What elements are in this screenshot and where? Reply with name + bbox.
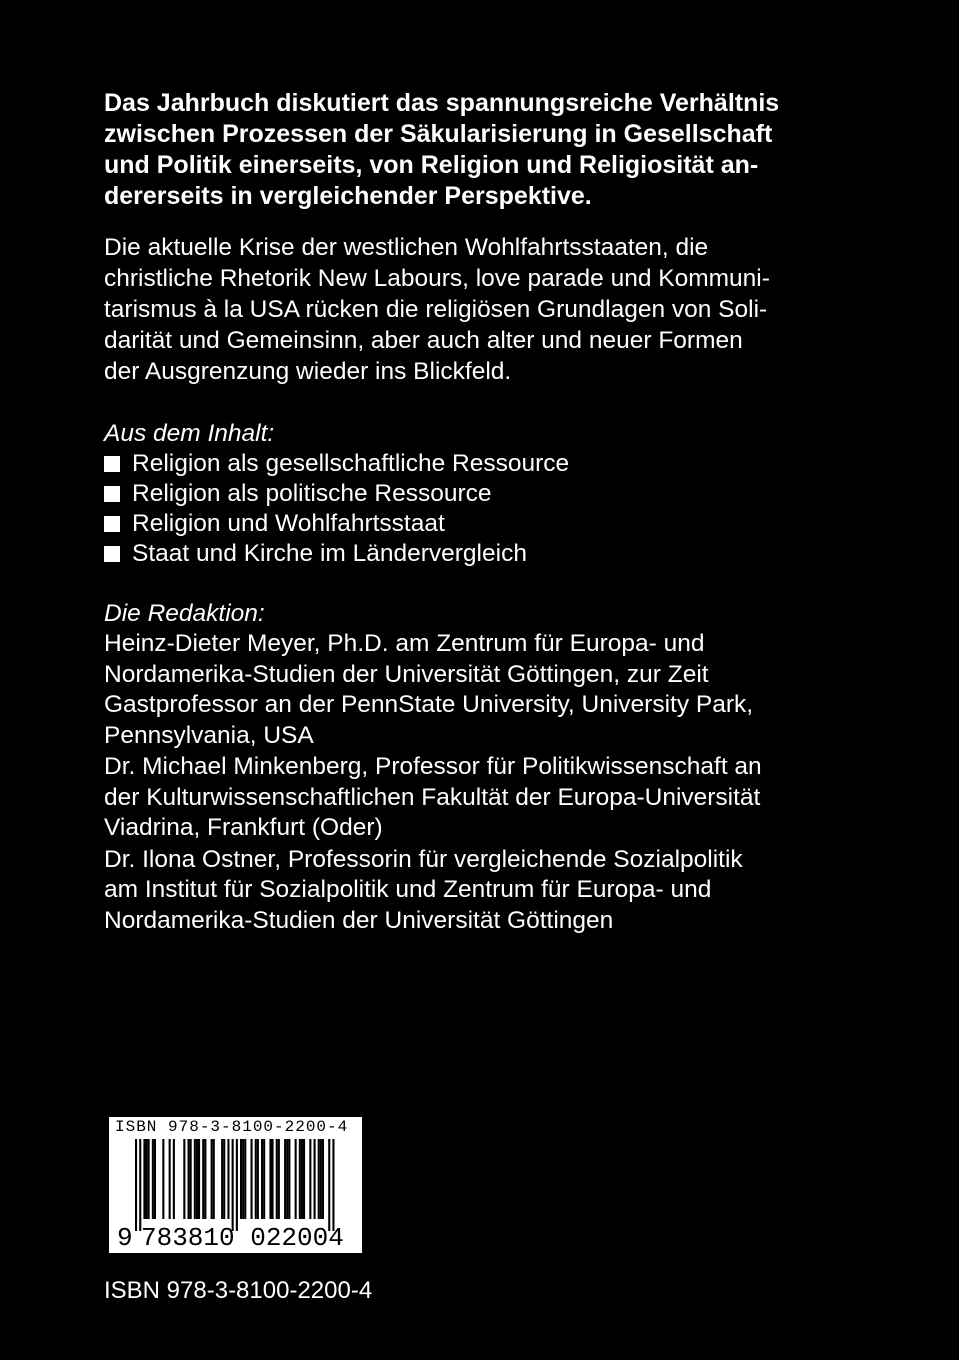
barcode-bar	[196, 1139, 198, 1219]
editor-line: Gastprofessor an der PennState University, University Park,	[104, 691, 754, 718]
barcode-guard-bar	[328, 1139, 330, 1231]
isbn-footer: ISBN 978-3-8100-2200-4	[104, 1277, 373, 1304]
isbn-barcode	[109, 1117, 362, 1253]
barcode-bar	[269, 1139, 271, 1219]
barcode-bars	[115, 1139, 356, 1231]
list-item-label: Religion als gesellschaftliche Ressource	[132, 450, 570, 477]
barcode-bar	[314, 1139, 316, 1219]
body-line: darität und Gemeinsinn, aber auch alter und neuer Formen	[104, 327, 743, 354]
barcode-bar	[213, 1139, 215, 1219]
editor-entry	[104, 752, 874, 844]
barcode-bar	[198, 1139, 200, 1219]
barcode-bar	[295, 1139, 297, 1219]
barcode-bar	[211, 1139, 213, 1219]
list-item	[104, 509, 874, 539]
barcode-bar	[240, 1139, 242, 1219]
editor-entry	[104, 629, 874, 751]
barcode-bar	[146, 1139, 148, 1219]
barcode-guard-bar	[232, 1139, 234, 1231]
intro-paragraph	[104, 88, 874, 212]
barcode-bar	[169, 1139, 171, 1219]
barcode-bar	[194, 1139, 196, 1219]
barcode-bar	[299, 1139, 301, 1219]
body-line: tarismus à la USA rücken die religiösen Grundlagen von Soli-	[104, 296, 768, 323]
barcode-bar	[255, 1139, 257, 1219]
barcode-bar	[303, 1139, 305, 1219]
square-bullet-icon	[104, 546, 120, 562]
square-bullet-icon	[104, 456, 120, 472]
body-line: der Ausgrenzung wieder ins Blickfeld.	[104, 358, 512, 385]
barcode-bar	[183, 1139, 185, 1219]
intro-line: zwischen Prozessen der Säkularisierung in Gesellschaft	[104, 120, 773, 148]
barcode-bar	[322, 1139, 324, 1219]
barcode-bar	[288, 1139, 290, 1219]
barcode-bar	[309, 1139, 311, 1219]
intro-line: Das Jahrbuch diskutiert das spannungsreiche Verhältnis	[104, 89, 780, 117]
barcode-bar	[188, 1139, 190, 1219]
body-line: christliche Rhetorik New Labours, love parade und Kommuni-	[104, 265, 770, 292]
barcode-bar	[257, 1139, 259, 1219]
barcode-bar	[162, 1139, 164, 1219]
square-bullet-icon	[104, 516, 120, 532]
barcode-bar	[320, 1139, 322, 1219]
barcode-guard-bar	[236, 1139, 238, 1231]
barcode-bar	[242, 1139, 244, 1219]
barcode-digits: 783810 022004	[141, 1223, 344, 1253]
barcode-bar	[202, 1139, 204, 1219]
cover-text	[104, 88, 874, 937]
list-item-label: Religion als politische Ressource	[132, 480, 492, 507]
barcode-guard-bar	[332, 1139, 334, 1231]
barcode-bar	[152, 1139, 154, 1219]
contents-list	[104, 449, 874, 569]
editors-list	[104, 629, 874, 936]
list-item	[104, 449, 874, 479]
editor-entry	[104, 845, 874, 937]
body-paragraph	[104, 232, 874, 387]
barcode-bar	[221, 1139, 223, 1219]
intro-line: und Politik einerseits, von Religion und Religiosität an-	[104, 151, 759, 179]
barcode-bar	[272, 1139, 274, 1219]
editor-line: Viadrina, Frankfurt (Oder)	[104, 814, 383, 841]
list-item	[104, 479, 874, 509]
barcode-bar	[284, 1139, 286, 1219]
list-item-label: Staat und Kirche im Ländervergleich	[132, 540, 527, 567]
intro-line: dererseits in vergleichender Perspektive.	[104, 182, 592, 210]
editor-line: Heinz-Dieter Meyer, Ph.D. am Zentrum für Europa- und	[104, 630, 705, 657]
barcode-bar	[301, 1139, 303, 1219]
editor-line: Dr. Michael Minkenberg, Professor für Politikwissenschaft an	[104, 753, 762, 780]
barcode-bar	[251, 1139, 253, 1219]
square-bullet-icon	[104, 486, 120, 502]
contents-heading: Aus dem Inhalt:	[104, 420, 275, 447]
editor-line: der Kulturwissenschaftlichen Fakultät der Europa-Universität	[104, 783, 761, 811]
barcode-bar	[318, 1139, 320, 1219]
body-line: Die aktuelle Krise der westlichen Wohlfahrtsstaaten, die	[104, 234, 709, 261]
barcode-bar	[276, 1139, 278, 1219]
barcode-isbn-label: ISBN 978-3-8100-2200-4	[115, 1118, 349, 1136]
barcode-bar	[261, 1139, 263, 1219]
barcode-bar	[244, 1139, 246, 1219]
barcode-guard-bar	[135, 1139, 137, 1231]
editor-line: Nordamerika-Studien der Universität Göttingen	[104, 906, 614, 934]
barcode-bar	[173, 1139, 175, 1219]
barcode-bar	[263, 1139, 265, 1219]
editors-heading: Die Redaktion:	[104, 600, 265, 627]
barcode-guard-bar	[139, 1139, 141, 1231]
barcode-bar	[190, 1139, 192, 1219]
list-item	[104, 539, 874, 569]
barcode-bar	[154, 1139, 156, 1219]
editor-line: Pennsylvania, USA	[104, 721, 314, 749]
barcode-first-digit: 9	[117, 1223, 133, 1253]
editor-line: Nordamerika-Studien der Universität Göttingen, zur Zeit	[104, 660, 709, 688]
barcode-bar	[148, 1139, 150, 1219]
list-item-label: Religion und Wohlfahrtsstaat	[132, 510, 445, 537]
barcode-bar	[204, 1139, 206, 1219]
barcode-bar	[278, 1139, 280, 1219]
barcode-bar	[227, 1139, 229, 1219]
editor-line: am Institut für Sozialpolitik und Zentrum für Europa- und	[104, 876, 712, 903]
barcode-bar	[286, 1139, 288, 1219]
barcode-bar	[223, 1139, 225, 1219]
barcode-bar	[143, 1139, 145, 1219]
editor-line: Dr. Ilona Ostner, Professorin für vergleichende Sozialpolitik	[104, 845, 743, 873]
